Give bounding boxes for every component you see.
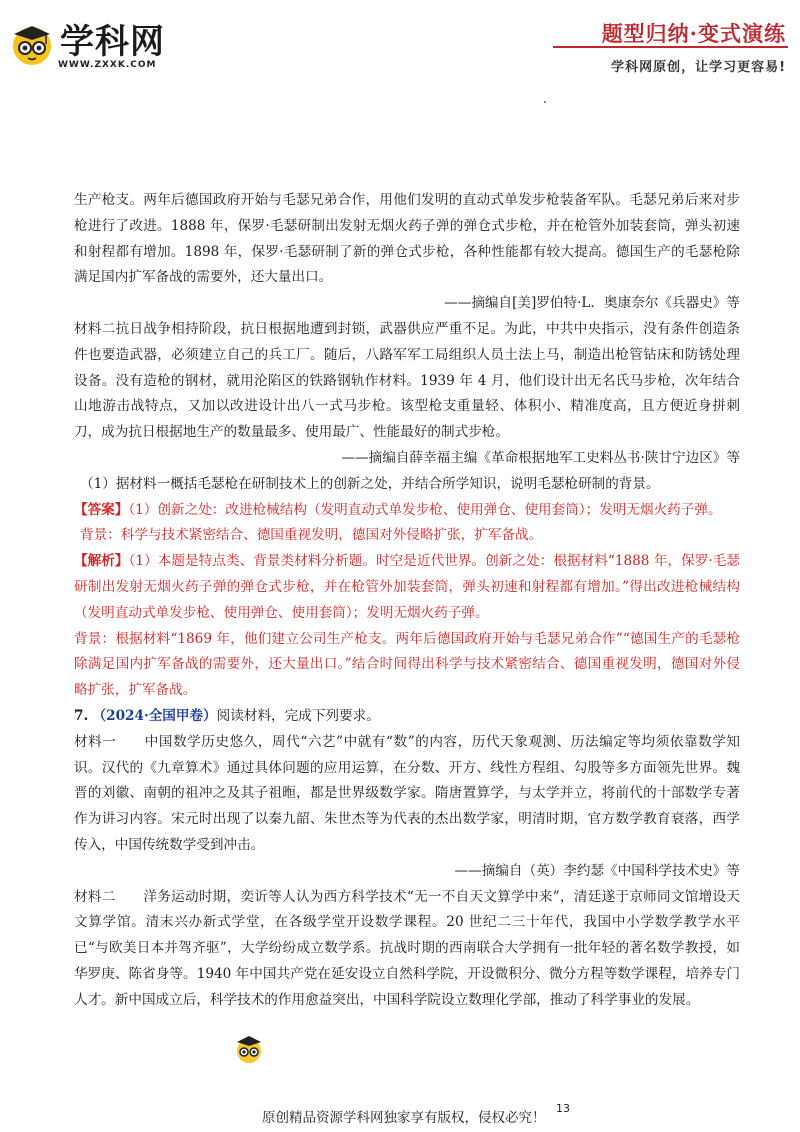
logo-text: 学科网 bbox=[60, 22, 165, 62]
question-7-heading bbox=[74, 704, 740, 730]
source-citation-3: ——摘编自（英）李约瑟《中国科学技术史》等 bbox=[454, 862, 740, 879]
question-7-text: 阅读材料，完成下列要求。 bbox=[216, 707, 380, 724]
page-header bbox=[0, 0, 800, 90]
page-number: 13 bbox=[556, 1102, 570, 1115]
analysis-label: 【解析】 bbox=[74, 553, 129, 570]
header-divider bbox=[553, 46, 788, 48]
decorative-dot bbox=[544, 101, 546, 103]
header-slogan: 题型归纳·变式演练 bbox=[601, 21, 786, 46]
document-body bbox=[74, 188, 740, 1014]
logo-url[interactable]: WWW.ZXXK.COM bbox=[58, 60, 157, 70]
question-1: （1）据材料一概括毛瑟枪在研制技术上的创新之处，并结合所学知识，说明毛瑟枪研制的背景。 bbox=[80, 475, 660, 492]
question-7-number: 7. bbox=[74, 707, 89, 724]
material-1-math: 材料一 中国数学历史悠久，周代“六艺”中就有“数”的内容，历代天象观测、历法编定等均须依靠数学知识。汉代的《九章算术》通过具体问题的应用运算，在分数、开方、线性方程组、勾股等多方面领先世界。魏晋的刘徽、南朝的祖冲之及其子祖暅，都是世界级数学家。隋唐置算学，与太学并立，将前代的十部数学专著作为讲习内容。宋元时出现了以秦九韶、朱世杰等为代表的杰出数学家，明清时期，官方数学教育衰落，西学传入，中国传统数学受到冲击。 bbox=[74, 733, 740, 853]
analysis-block bbox=[74, 549, 740, 626]
watermark-owl-icon bbox=[233, 1033, 265, 1065]
answer-label: 【答案】 bbox=[74, 501, 129, 518]
material-2: 材料二抗日战争相持阶段，抗日根据地遭到封锁，武器供应严重不足。为此，中共中央指示，没有条件创造条件也要造武器，必须建立自己的兵工厂。随后，八路军军工局组织人员土法上马，制造出枪管钻床和防锈处理设备。没有造枪的钢材，就用沦陷区的铁路钢轨作材料。1939 年 4 月，他们设计出无名氏马步枪，次年结合山地游击战特点，又加以改进设计出八一式马步枪。该型枪支重量轻、体积小、精准度高，且方便近身拼刺刀，成为抗日根据地生产的数量最多、使用最广、性能最好的制式步枪。 bbox=[74, 320, 740, 441]
page-footer bbox=[0, 1100, 800, 1130]
material-1-continuation: 生产枪支。两年后德国政府开始与毛瑟兄弟合作，用他们发明的直动式单发步枪装备军队。毛瑟兄弟后来对步枪进行了改进。1888 年，保罗·毛瑟研制出发射无烟火药子弹的弹仓式步枪，并在枪管外加装套筒，弹头初速和射程都有增加。1898 年，保罗·毛瑟研制了新的弹仓式步枪，各种性能都有较大提高。德国生产的毛瑟枪除满足国内扩军备战的需要外，还大量出口。 bbox=[74, 192, 740, 286]
source-citation-1: ——摘编自[美]罗伯特·L．奥康奈尔《兵器史》等 bbox=[444, 295, 740, 312]
question-7-source: （2024·全国甲卷） bbox=[92, 707, 217, 724]
copyright-notice: 原创精品资源学科网独家享有版权，侵权必究！ bbox=[262, 1110, 546, 1126]
analysis-text: （1）本题是特点类、背景类材料分析题。时空是近代世界。创新之处：根据材料“1888 年，保罗·毛瑟研制出发射无烟火药子弹的弹仓式步枪，并在枪管外加装套筒，弹头初速和射程都有增加。”得出改进枪械结构（发明直动式单发步枪、使用弹仓、使用套筒）；发明无烟火药子弹。 bbox=[74, 553, 740, 621]
header-subslogan: 学科网原创，让学习更容易! bbox=[611, 60, 786, 75]
logo-owl-icon bbox=[10, 22, 54, 66]
source-citation-2: ——摘编自薛幸福主编《革命根据地军工史料丛书·陕甘宁边区》等 bbox=[341, 449, 740, 466]
answer-background: 背景：科学与技术紧密结合、德国重视发明，德国对外侵略扩张，扩军备战。 bbox=[80, 527, 543, 544]
material-2-math: 材料二 洋务运动时期，奕䜣等人认为西方科学技术“无一不自天文算学中来”，清廷遂于京师同文馆增设天文算学馆。清末兴办新式学堂，在各级学堂开设数学课程。20 世纪二三十年代，我国中小学数学教学水平已“与欧美日本并驾齐驱”，大学纷纷成立数学系。抗战时期的西南联合大学拥有一批年轻的著名数学教授，如华罗庚、陈省身等。1940 年中国共产党在延安设立自然科学院，开设微积分、微分方程等数学课程，培养专门人才。新中国成立后，科学技术的作用愈益突出，中国科学院设立数理化学部，推动了科学事业的发展。 bbox=[74, 888, 740, 1008]
answer-text: （1）创新之处：改进枪械结构（发明直动式单发步枪、使用弹仓、使用套筒）；发明无烟火药子弹。 bbox=[128, 501, 722, 518]
analysis-background: 背景：根据材料“1869 年，他们建立公司生产枪支。两年后德国政府开始与毛瑟兄弟合作”“德国生产的毛瑟枪除满足国内扩军备战的需要外，还大量出口。”结合时间得出科学与技术紧密结合、德国重视发明，德国对外侵略扩张，扩军备战。 bbox=[74, 630, 740, 699]
answer-block bbox=[74, 498, 740, 524]
